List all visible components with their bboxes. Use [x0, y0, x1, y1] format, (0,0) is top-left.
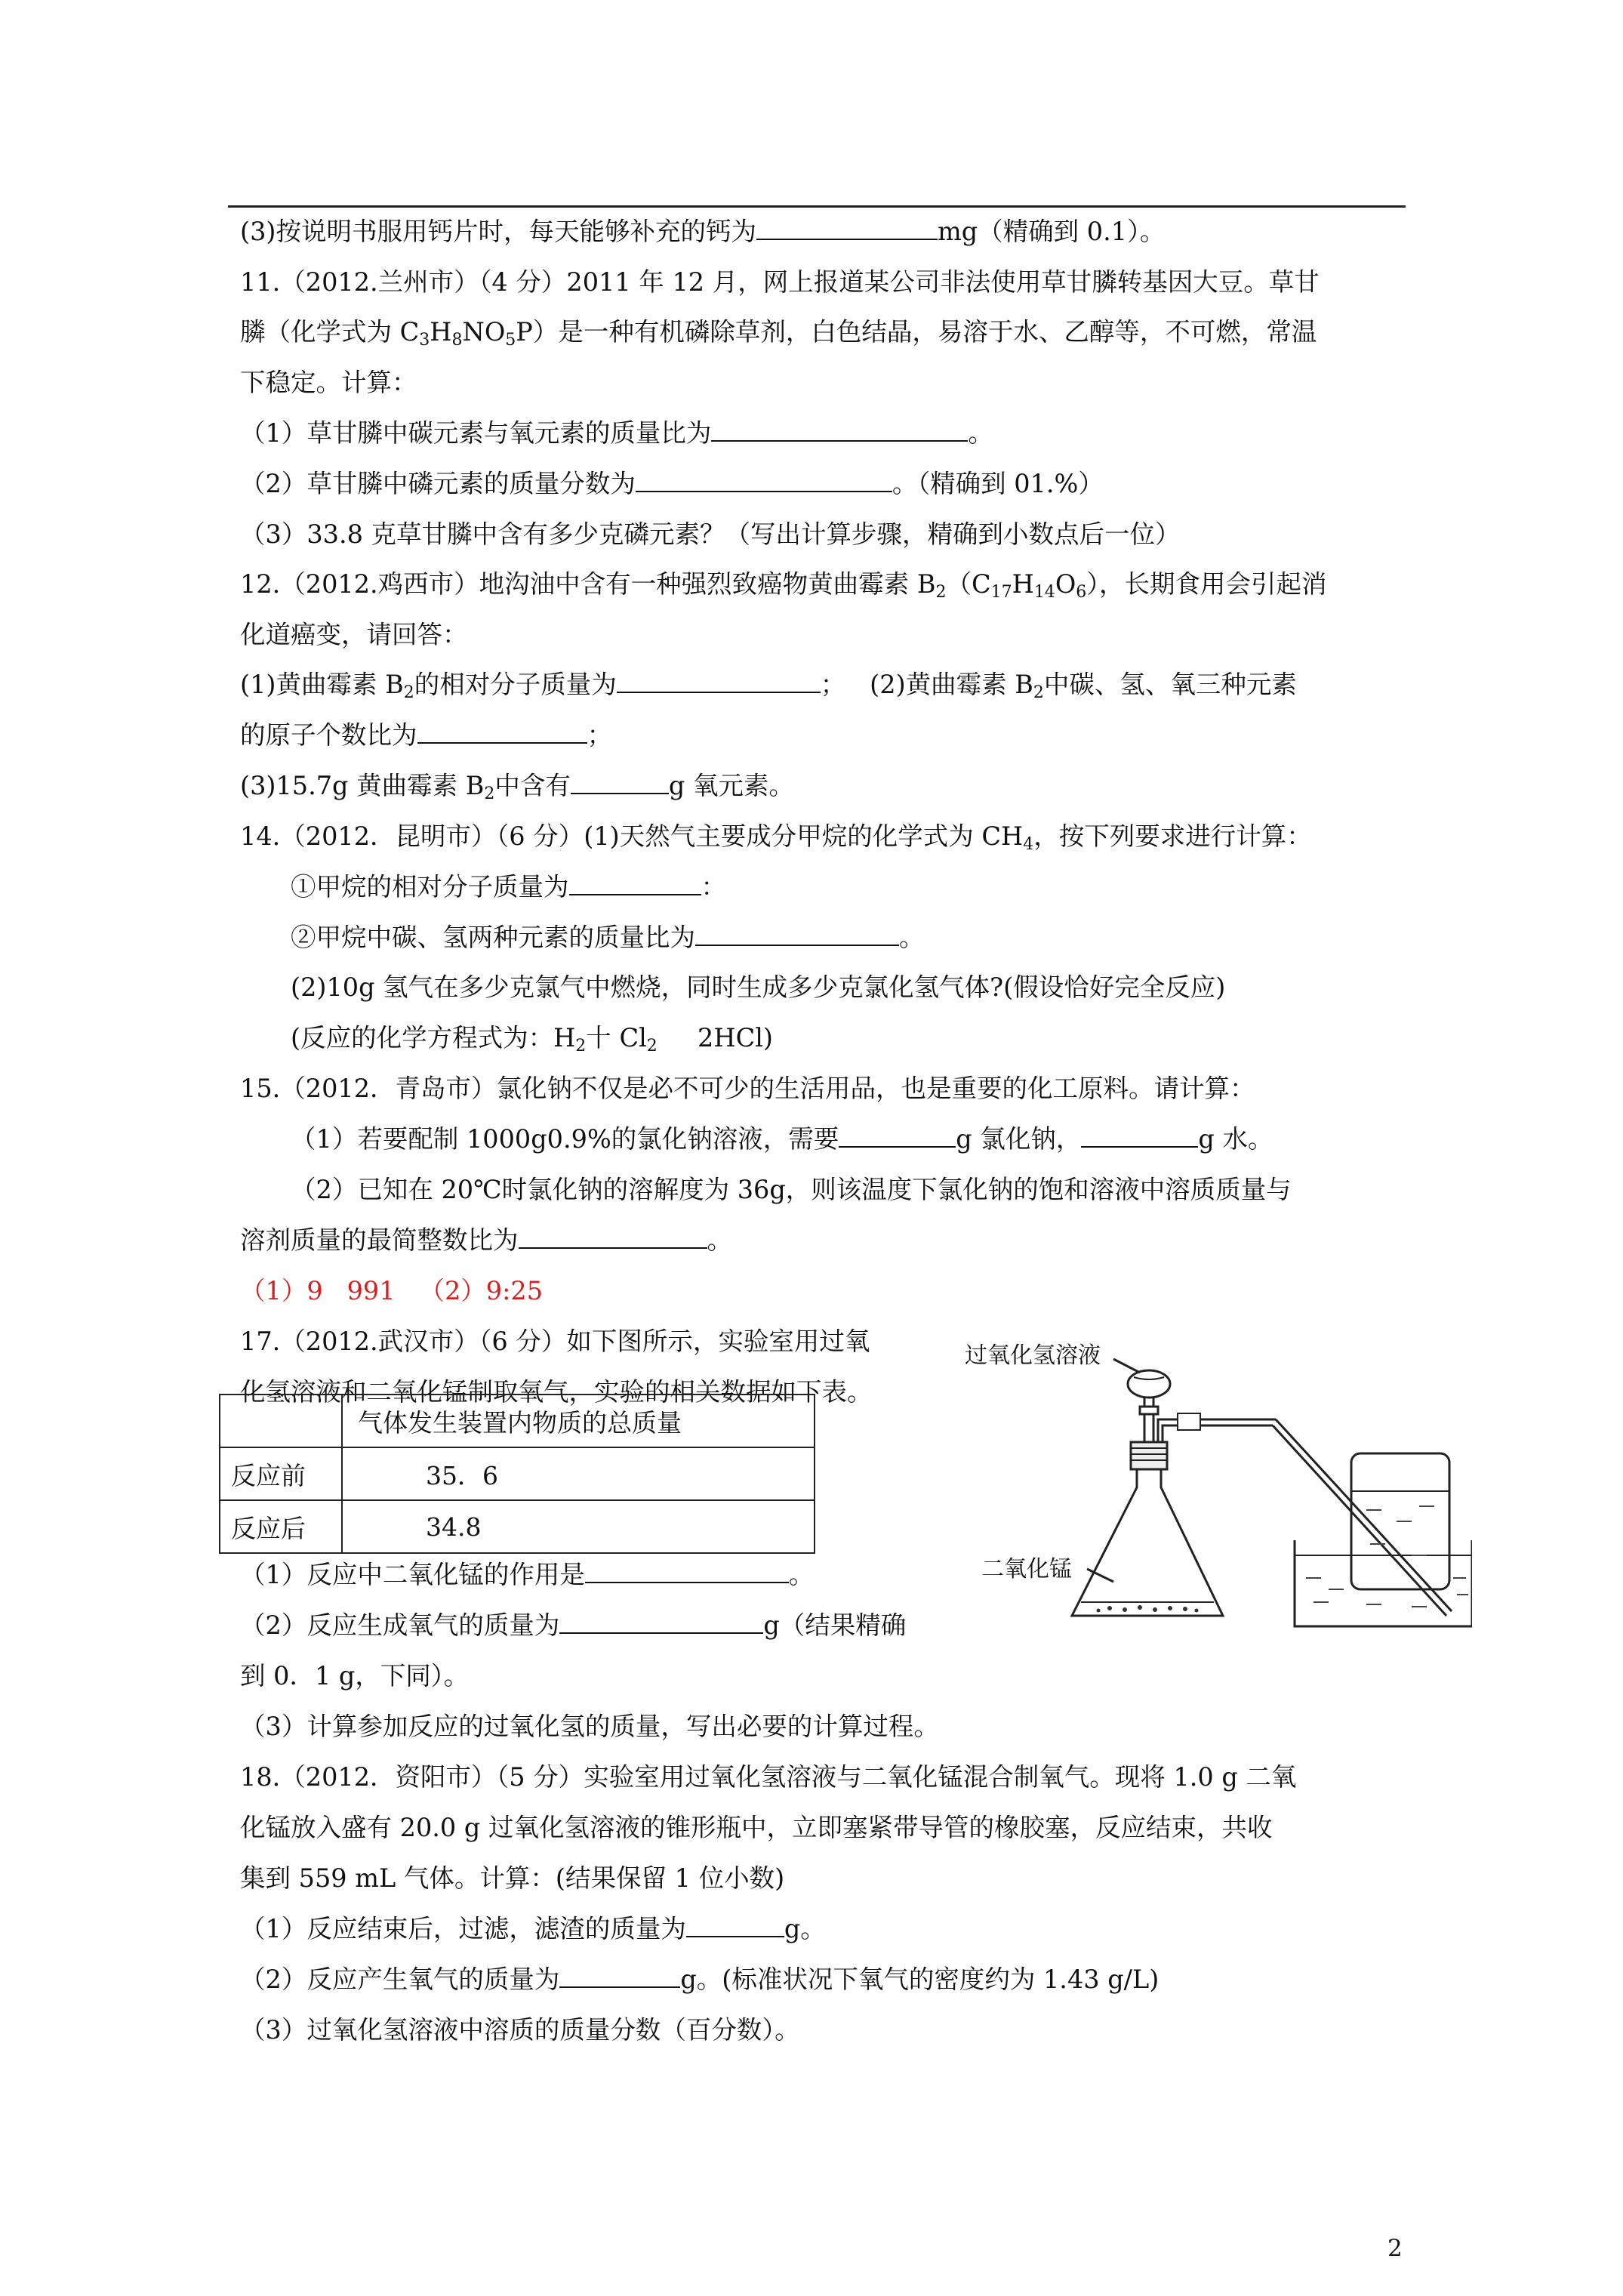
q14-line-2: ①甲烷的相对分子质量为 ：: [291, 872, 726, 901]
q17-line-2: 化氢溶液和二氧化锰制取氧气，实验的相关数据如下表。: [240, 1377, 873, 1407]
table-row: [220, 1500, 815, 1553]
q12-line-4: 的原子个数比为 ；: [240, 720, 612, 750]
q12-line-2: 化道癌变，请回答：: [240, 620, 468, 649]
answer-blank[interactable]: [686, 1913, 784, 1937]
q12-line-1: 12.（2012.鸡西市）地沟油中含有一种强烈致癌物黄曲霉素 $B_2(C_{17}H_{14}O_6)$，长期食用会引起消: [240, 569, 1327, 602]
q17-data-table: [219, 1394, 815, 1554]
answer-blank[interactable]: [617, 669, 821, 693]
answer-blank[interactable]: [756, 216, 938, 240]
answer-blank[interactable]: [585, 1559, 789, 1583]
q12-line-3: (1)黄曲霉素 $B_2$的相对分子质量为 ； (2)黄曲霉素 $B_2$中碳、氢、氧三种元素: [240, 670, 1297, 702]
table-row-label: 反应后: [220, 1500, 342, 1553]
funnel-stem: [1144, 1397, 1153, 1442]
q14-line-5: (反应的化学方程式为：$H_2$十 $Cl_2$ 2HCl): [291, 1023, 773, 1056]
table-row: [220, 1447, 815, 1500]
delivery-tube: [1158, 1419, 1276, 1442]
label-h2o2-solution: 过氧化氢溶液: [965, 1342, 1101, 1369]
separatory-funnel: [1128, 1370, 1170, 1398]
answer-blank[interactable]: [636, 468, 892, 492]
q15-line-3: （2）已知在 20℃时氯化钠的溶解度为 36g，则该温度下氯化钠的饱和溶液中溶质质量与: [291, 1175, 1292, 1204]
answer-blank[interactable]: [1081, 1123, 1198, 1148]
q18-line-2: 化锰放入盛有 20.0 g 过氧化氢溶液的锥形瓶中，立即塞紧带导管的橡胶塞，反应结束，共收: [240, 1813, 1273, 1842]
table-header: 气体发生装置内物质的总质量: [342, 1395, 815, 1447]
answer-blank[interactable]: [571, 770, 669, 794]
q11-line-1: 11.（2012.兰州市）（4 分）2011 年 12 月，网上报道某公司非法使用草甘膦转基因大豆。草甘: [240, 267, 1320, 297]
answer-blank[interactable]: [559, 1964, 680, 1988]
answer-blank[interactable]: [559, 1610, 763, 1634]
table-row-label: 反应前: [220, 1447, 342, 1500]
table-cell: [220, 1395, 342, 1447]
answer-blank[interactable]: [519, 1225, 707, 1249]
q15-line-2: （1）若要配制 1000g0.9%的氯化钠溶液，需要 g 氯化钠， g 水。: [291, 1124, 1273, 1154]
answer-blank[interactable]: [711, 418, 968, 442]
answer-blank[interactable]: [695, 922, 899, 946]
q12-line-5: (3)15.7g 黄曲霉素 $B_2$中含有 g 氧元素。: [240, 771, 794, 803]
oxygen-apparatus-diagram: [959, 1329, 1472, 1631]
q11-line-3: 下稳定。计算：: [240, 368, 417, 397]
q14-line-3: ②甲烷中碳、氢两种元素的质量比为 。: [291, 923, 925, 952]
q14-line-4: (2)10g 氢气在多少克氯气中燃烧，同时生成多少克氯化氢气体?(假设恰好完全反应): [291, 972, 1226, 1002]
q11-part-1: （1）草甘膦中碳元素与氧元素的质量比为 。: [240, 418, 993, 448]
q17-part-2-cont: 到 0．1 g，下同）。: [240, 1661, 470, 1690]
q17-part-1: （1）反应中二氧化锰的作用是 。: [240, 1560, 815, 1589]
q17-part-3: （3）计算参加反应的过氧化氢的质量，写出必要的计算过程。: [240, 1712, 939, 1741]
line-calcium: (3)按说明书服用钙片时，每天能够补充的钙为 mg（精确到 0.1）。: [240, 217, 1166, 246]
q18-part-3: （3）过氧化氢溶液中溶质的质量分数（百分数）。: [240, 2015, 800, 2045]
page-number: 2: [1387, 2235, 1403, 2262]
q15-line-1: 15.（2012．青岛市）氯化钠不仅是必不可少的生活用品，也是重要的化工原料。请计算：: [240, 1074, 1255, 1103]
header-rule: [228, 205, 1406, 208]
rubber-stopper: [1131, 1442, 1167, 1469]
q11-part-3: （3）33.8 克草甘膦中含有多少克磷元素？（写出计算步骤，精确到小数点后一位）: [240, 519, 1181, 549]
q11-part-2: （2）草甘膦中磷元素的质量分数为 。（精确到 01.%）: [240, 469, 1104, 498]
q17-line-1: 17.（2012.武汉市）（6 分）如下图所示，实验室用过氧: [240, 1327, 870, 1356]
answer-blank[interactable]: [417, 720, 587, 744]
q18-line-3: 集到 559 mL 气体。计算：(结果保留 1 位小数): [240, 1863, 785, 1893]
q11-line-2: 膦（化学式为 $C_3H_8NO_5P$）是一种有机磷除草剂，白色结晶，易溶于水、乙醇等，不可燃，常温: [240, 317, 1317, 350]
table-row: [220, 1395, 815, 1447]
answer-blank[interactable]: [839, 1123, 956, 1148]
conical-flask: [1072, 1469, 1223, 1616]
q15-line-4: 溶剂质量的最简整数比为 。: [240, 1225, 732, 1255]
q18-part-1: （1）反应结束后，过滤，滤渣的质量为 g。: [240, 1914, 826, 1943]
label-pointer: [1113, 1359, 1140, 1373]
label-mno2: 二氧化锰: [981, 1556, 1072, 1583]
q18-part-2: （2）反应产生氧气的质量为 g。(标准状况下氧气的密度约为 1.43 g/L): [240, 1965, 1160, 1994]
q15-answer: （1）9 991 （2）9:25: [240, 1276, 544, 1305]
table-row-value: 34.8: [342, 1500, 815, 1553]
answer-blank[interactable]: [569, 871, 701, 895]
q18-line-1: 18.（2012．资阳市）（5 分）实验室用过氧化氢溶液与二氧化锰混合制氧气。现将 1.0 g 二氧: [240, 1762, 1297, 1792]
table-row-value: 35．6: [342, 1447, 815, 1500]
q17-part-2: （2）反应生成氧气的质量为 g（结果精确: [240, 1610, 907, 1640]
q14-line-1: 14.（2012．昆明市）（6 分）(1)天然气主要成分甲烷的化学式为 $CH_4$，按下列要求进行计算：: [240, 821, 1312, 854]
